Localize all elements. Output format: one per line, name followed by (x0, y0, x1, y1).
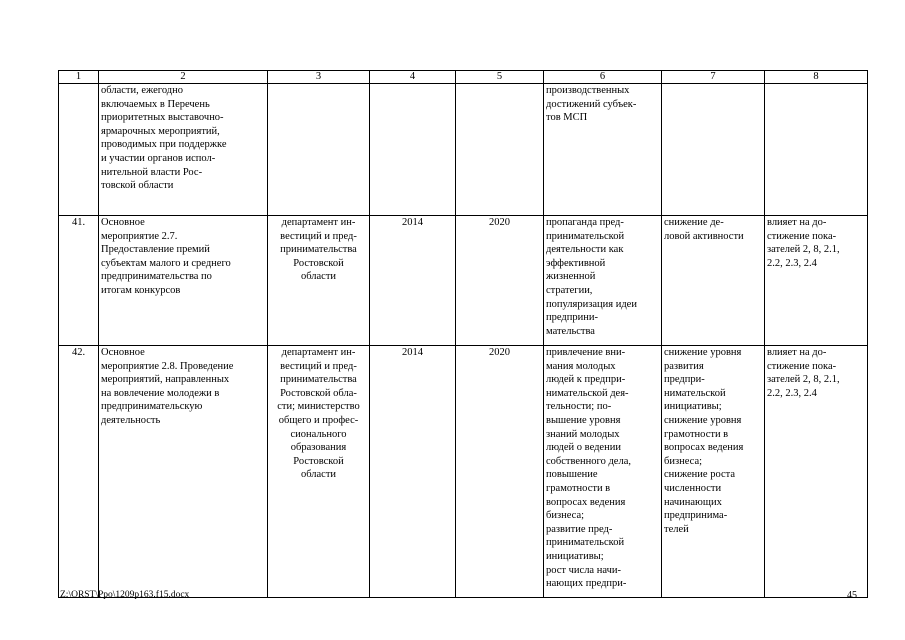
header-cell-7: 7 (662, 71, 765, 84)
row-number: 42. (59, 346, 99, 598)
measure-name: Основное мероприятие 2.7. Предоставление премий субъектам малого и среднего предпринимательства по итогам конкурсов (99, 216, 268, 346)
measure-name: Основное мероприятие 2.8. Проведение мероприятий, направленных на вовлечение молодежи в предпринимательскую деятельность (99, 346, 268, 598)
responsible-executor: департамент ин- вестиций и пред- принимательства Ростовской области (268, 216, 370, 346)
table-row-continuation (59, 84, 868, 216)
program-table (58, 70, 868, 598)
expected-result: привлечение вни- мания молодых людей к предпри- нимательской дея- тельности; по- вышение уровня знаний молодых людей о ведении собственного дела, повышение грамотности в вопросах ведения бизнеса; развитие пред- принимательской инициативы; рост числа начи- нающих предпри- (544, 346, 662, 598)
expected-result: пропаганда пред- принимательской деятельности как эффективной жизненной стратегии, популяризация идеи предприни- мательства (544, 216, 662, 346)
indicator-link: влияет на до- стижение пока- зателей 2, 8, 2.1, 2.2, 2.3, 2.4 (765, 216, 868, 346)
header-cell-2: 2 (99, 71, 268, 84)
table-row-42 (59, 346, 868, 598)
row-number: 41. (59, 216, 99, 346)
page-number: 45 (847, 590, 857, 601)
consequences: снижение уровня развития предпри- нимательской инициативы; снижение уровня грамотности в вопросах ведения бизнеса; снижение роста численности начинающих предпринима- телей (662, 346, 765, 598)
indicator-link: влияет на до- стижение пока- зателей 2, 8, 2.1, 2.2, 2.3, 2.4 (765, 346, 868, 598)
header-cell-4: 4 (370, 71, 456, 84)
header-cell-8: 8 (765, 71, 868, 84)
header-cell-5: 5 (456, 71, 544, 84)
responsible-executor: департамент ин- вестиций и пред- принимательства Ростовской обла- сти; министерство общего и профес- сионального образования Ростовской области (268, 346, 370, 598)
table-row-41 (59, 216, 868, 346)
header-row (59, 71, 868, 84)
measure-name: области, ежегодно включаемых в Перечень приоритетных выставочно- ярмарочных мероприятий, проводимых при поддержке и участии органов испол- нительной власти Рос- товской области (99, 84, 268, 216)
start-year: 2014 (370, 216, 456, 346)
row-number (59, 84, 99, 216)
end-year (456, 84, 544, 216)
footer-file-path: Z:\ORST\Ppo\1209p163.f15.docx (60, 590, 190, 600)
indicator-link (765, 84, 868, 216)
expected-result: производственных достижений субъек- тов МСП (544, 84, 662, 216)
header-cell-1: 1 (59, 71, 99, 84)
consequences: снижение де- ловой активности (662, 216, 765, 346)
start-year (370, 84, 456, 216)
end-year: 2020 (456, 216, 544, 346)
header-cell-6: 6 (544, 71, 662, 84)
consequences (662, 84, 765, 216)
start-year: 2014 (370, 346, 456, 598)
end-year: 2020 (456, 346, 544, 598)
responsible-executor (268, 84, 370, 216)
header-cell-3: 3 (268, 71, 370, 84)
